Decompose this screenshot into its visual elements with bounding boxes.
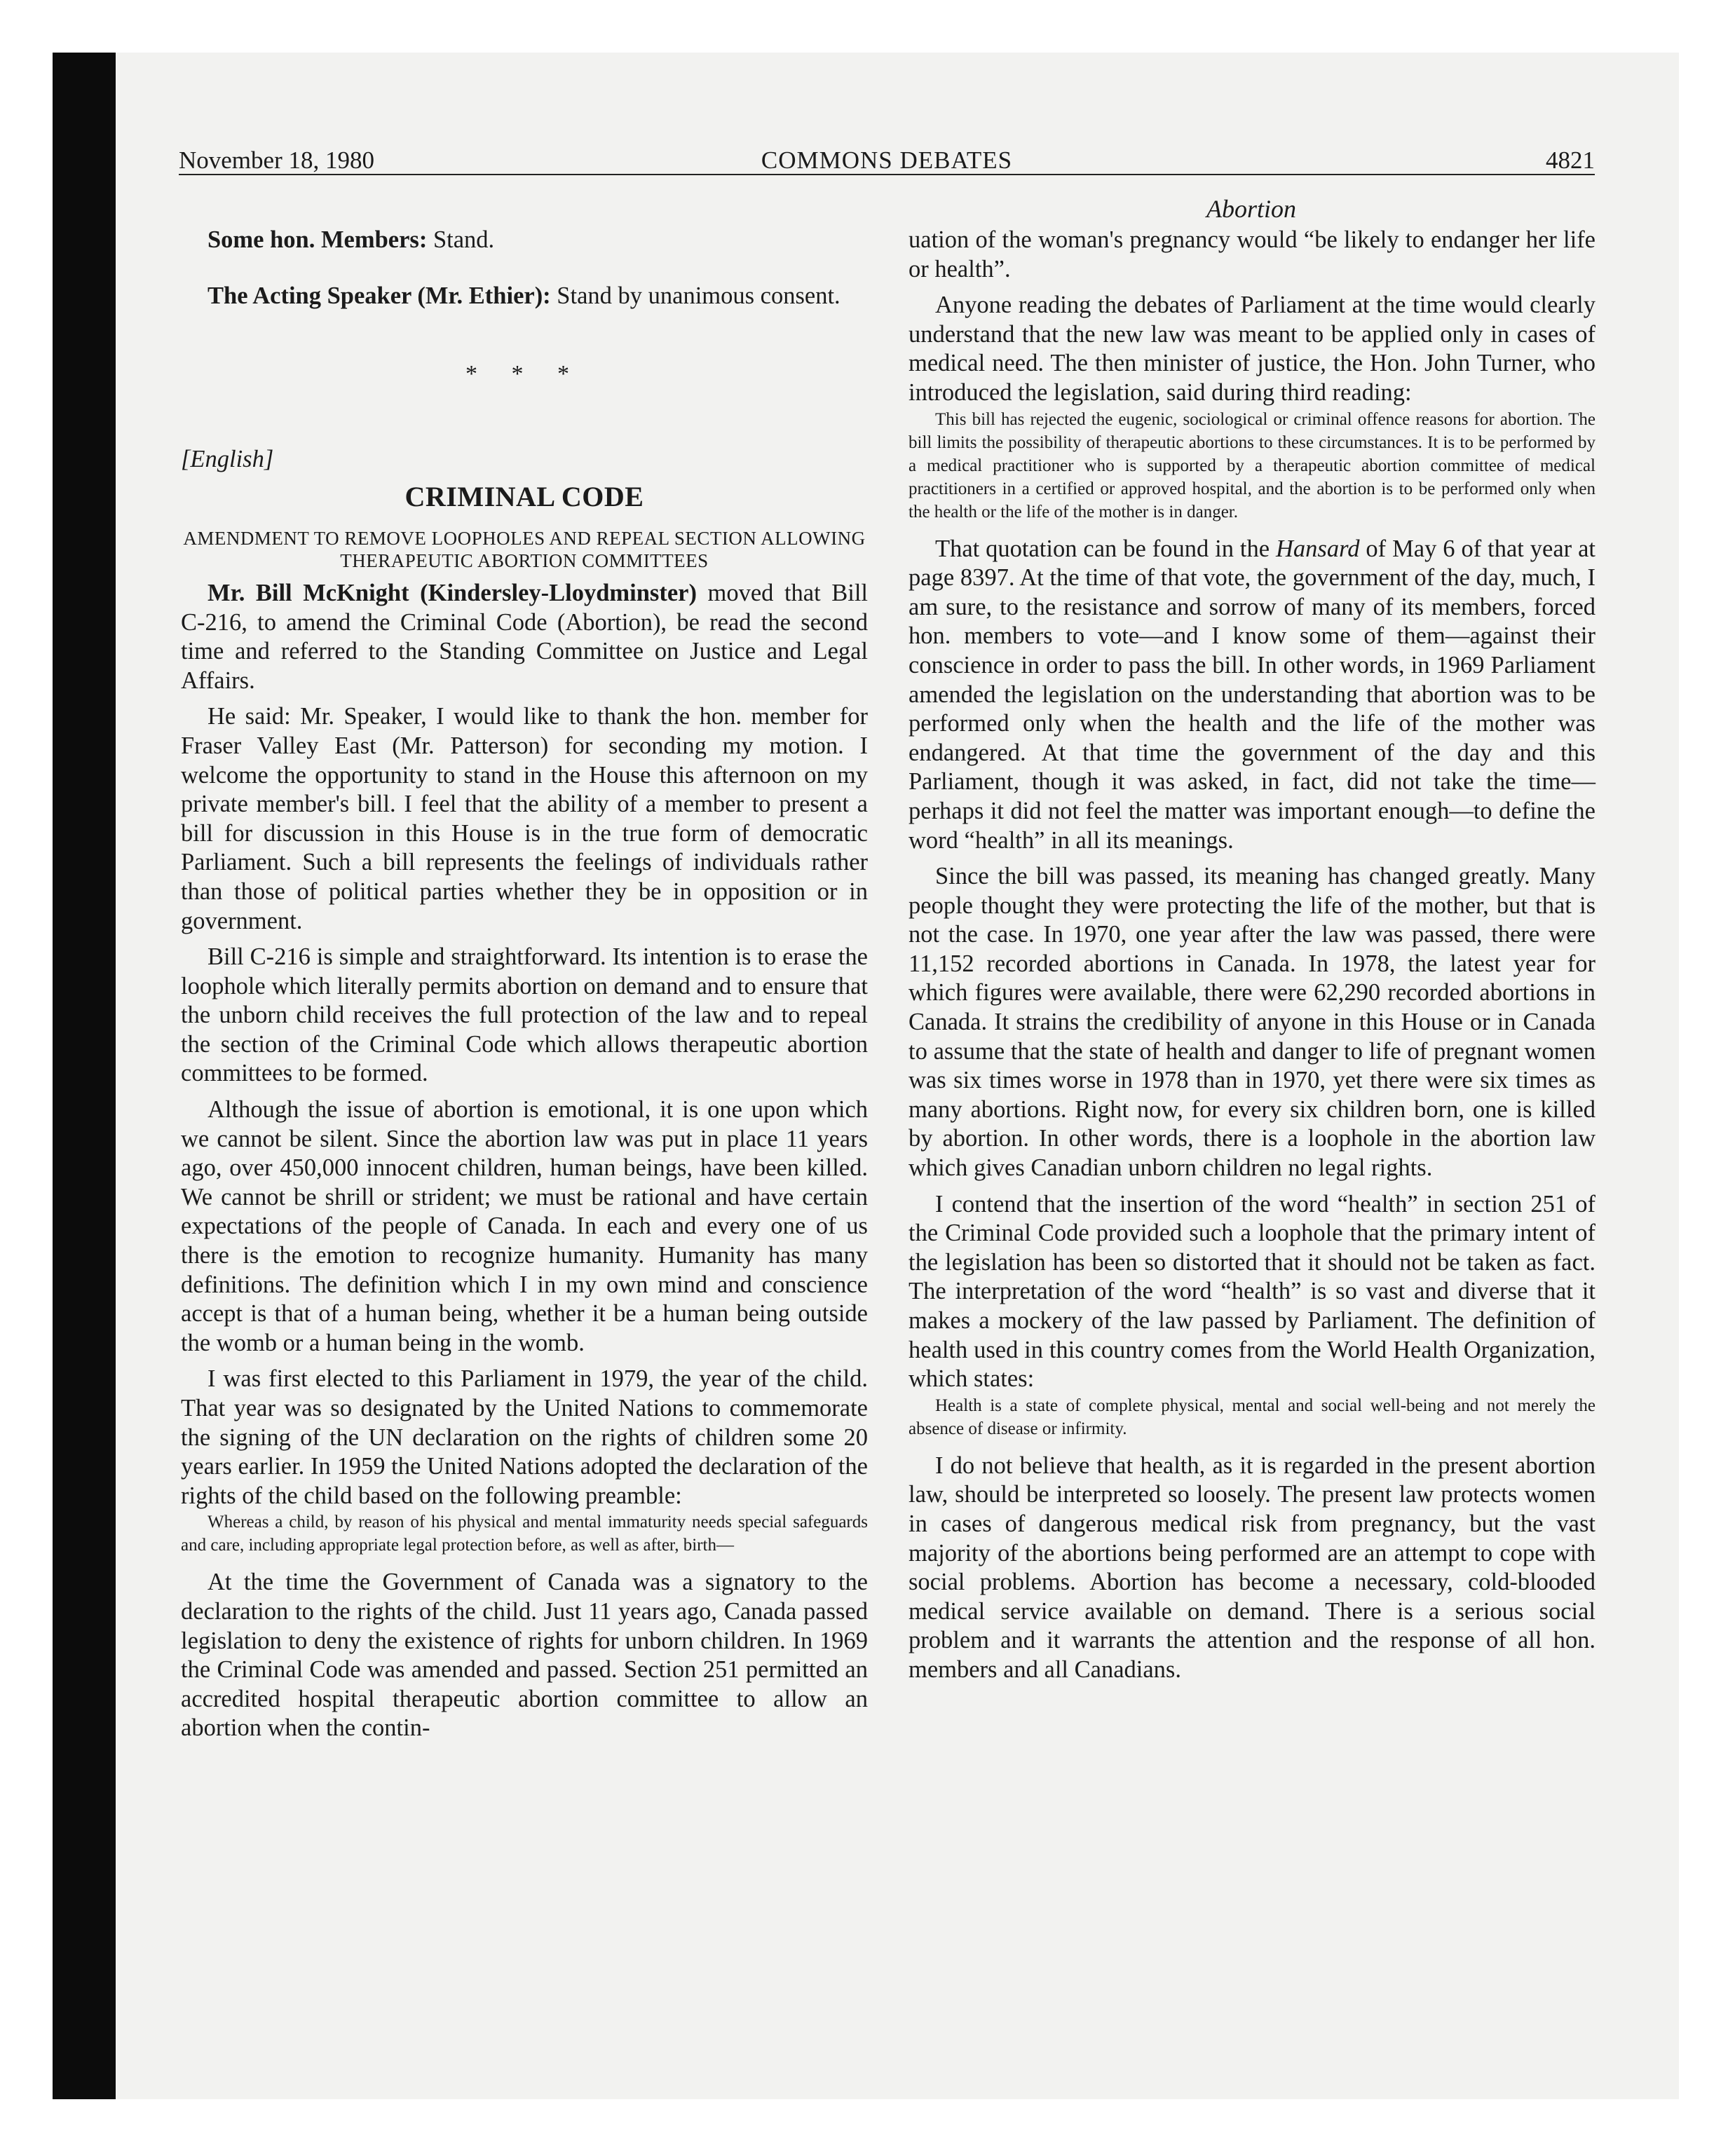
speaker-name: The Acting Speaker (Mr. Ethier): [207,282,551,309]
paragraph: Anyone reading the debates of Parliament at the time would clearly understand that the new law was meant to be applied only in cases of medical need. The then minister of justice, the Hon. John Turner, who introduced the legislation, said during third reading: [909,292,1595,406]
header-page-number: 4821 [1546,146,1595,174]
speaker-name: Some hon. Members: [207,226,428,253]
block-quote: Whereas a child, by reason of his physical and mental immaturity needs special safeguards and care, including appropriate legal protection before, as well as after, birth— [181,1513,868,1555]
header-rule [179,174,1595,175]
paragraph: He said: Mr. Speaker, I would like to thank the hon. member for Fraser Valley East (Mr. Patterson) for seconding my motion. I welcome the opportunity to stand in the House this afternoon on my private member's bill. I feel that the ability of a member to present a bill for discussion in this House is in the true form of democratic Parliament. Such a bill represents the feelings of individuals rather than those of political parties whether they be in opposition or in government. [181,703,868,934]
paragraph [181,282,868,311]
paragraph: Since the bill was passed, its meaning has changed greatly. Many people thought they were protecting the life of the mother, but that is not the case. In 1970, one year after the law was passed, there were 11,152 recorded abortions in Canada. In 1978, the latest year for which figures were available, there were 62,290 recorded abortions in Canada. It strains the credibility of anyone in this House or in Canada to assume that the state of health and danger to life of pregnant women was six times worse in 1978 than in 1970, yet there were six times as many abortions. Right now, for every six children born, one is killed by abortion. In other words, there is a loophole in the abortion law which gives Canadian unborn children no legal rights. [909,863,1595,1182]
paragraph: Bill C-216 is simple and straightforward. Its intention is to erase the loophole which literally permits abortion on demand and to ensure that the unborn child receives the full protection of the law and to repeal the section of the Criminal Code which allows therapeutic abortion committees to be formed. [181,943,868,1087]
block-quote: This bill has rejected the eugenic, sociological or criminal offence reasons for abortion. The bill limits the possibility of therapeutic abortions to these circumstances. It is to be performed by a medical practitioner who is supported by a therapeutic abortion committee of medical practitioners in a certified or approved hospital, and the abortion is to be performed only when the health or the life of the mother is in danger. [909,409,1595,521]
paragraph [181,579,868,695]
paragraph: Although the issue of abortion is emotional, it is one upon which we cannot be silent. Since the abortion law was put in place 11 years ago, over 450,000 innocent children, human beings, have been killed. We cannot be shrill or strident; we must be rational and have certain expectations of the people of Canada. In each and every one of us there is the emotion to recognize humanity. Humanity has many definitions. The definition which I in my own mind and conscience accept is that of a human being, whether it be a human being outside the womb or a human being in the womb. [181,1096,868,1356]
section-separator: * * * [465,361,583,388]
header-date: November 18, 1980 [179,146,374,174]
paragraph: I do not believe that health, as it is regarded in the present abortion law, should be interpreted so loosely. The present law protects women in cases of dangerous medical risk from pregnancy, but the vast majority of the abortions being performed are an attempt to cope with social problems. Abortion has become a necessary, cold-blooded medical service available on demand. There is a serious social problem and it warrants the attention and the response of all hon. members and all Canadians. [909,1452,1595,1683]
section-title: CRIMINAL CODE [404,481,644,513]
binding-edge [53,53,116,2099]
paragraph: At the time the Government of Canada was a signatory to the declaration to the rights of the child. Just 11 years ago, Canada passed legislation to deny the existence of rights for unborn children. In 1969 the Criminal Code was amended and passed. Section 251 permitted an accredited hospital therapeutic abortion committee to allow an abortion when the contin- [181,1569,868,1742]
speech-text: of May 6 of that year at page 8397. At the time of that vote, the government of the day, much, I am sure, to the resistance and sorrow of many of its members, forced hon. members to vote—and I know some of them—against their conscience in order to pass the bill. In other words, in 1969 Parliament amended the legislation on the understanding that abortion was to be performed only when the health and the life of the mother was endangered. At that time the government of the day and this Parliament, though it was asked, in fact, did not take the time—perhaps it did not feel the matter was important enough—to define the word “health” in all its meanings. [909,535,1596,854]
italic-title: Hansard [1276,535,1360,562]
header-publication: COMMONS DEBATES [761,146,1013,174]
paragraph: I was first elected to this Parliament in 1979, the year of the child. That year was so designated by the United Nations to commemorate the signing of the UN declaration on the rights of children some 20 years earlier. In 1959 the United Nations adopted the declaration of the rights of the child based on the following preamble: [181,1365,868,1509]
block-quote: Health is a state of complete physical, mental and social well-being and not merely the absence of disease or infirmity. [909,1396,1595,1438]
paragraph: uation of the woman's pregnancy would “be likely to endanger her life or health”. [909,226,1595,282]
speaker-name: Mr. Bill McKnight (Kindersley-Lloydminster) [207,579,697,606]
language-marker: [English] [181,445,274,472]
speech-text: Stand by unanimous consent. [550,282,841,309]
running-title: Abortion [1206,195,1296,223]
paragraph: I contend that the insertion of the word “health” in section 251 of the Criminal Code provided such a loophole that the primary intent of the legislation has been so distorted that it should not be taken as fact. The interpretation of the word “health” is so vast and diverse that it makes a mockery of the law passed by Parliament. The definition of health used in this country comes from the World Health Organization, which states: [909,1190,1595,1393]
speech-text: Stand. [427,226,495,253]
section-subtitle: AMENDMENT TO REMOVE LOOPHOLES AND REPEAL SECTION ALLOWING THERAPEUTIC ABORTION COMMITTEES [183,527,866,571]
right-column [909,226,1595,1685]
paragraph [909,535,1595,856]
paragraph [181,226,868,255]
left-column [181,226,868,1743]
speech-text: moved that Bill C-216, to amend the Criminal Code (Abortion), be read the second time and referred to the Standing Committee on Justice and Legal Affairs. [181,579,868,694]
speech-text: That quotation can be found in the [935,535,1276,562]
